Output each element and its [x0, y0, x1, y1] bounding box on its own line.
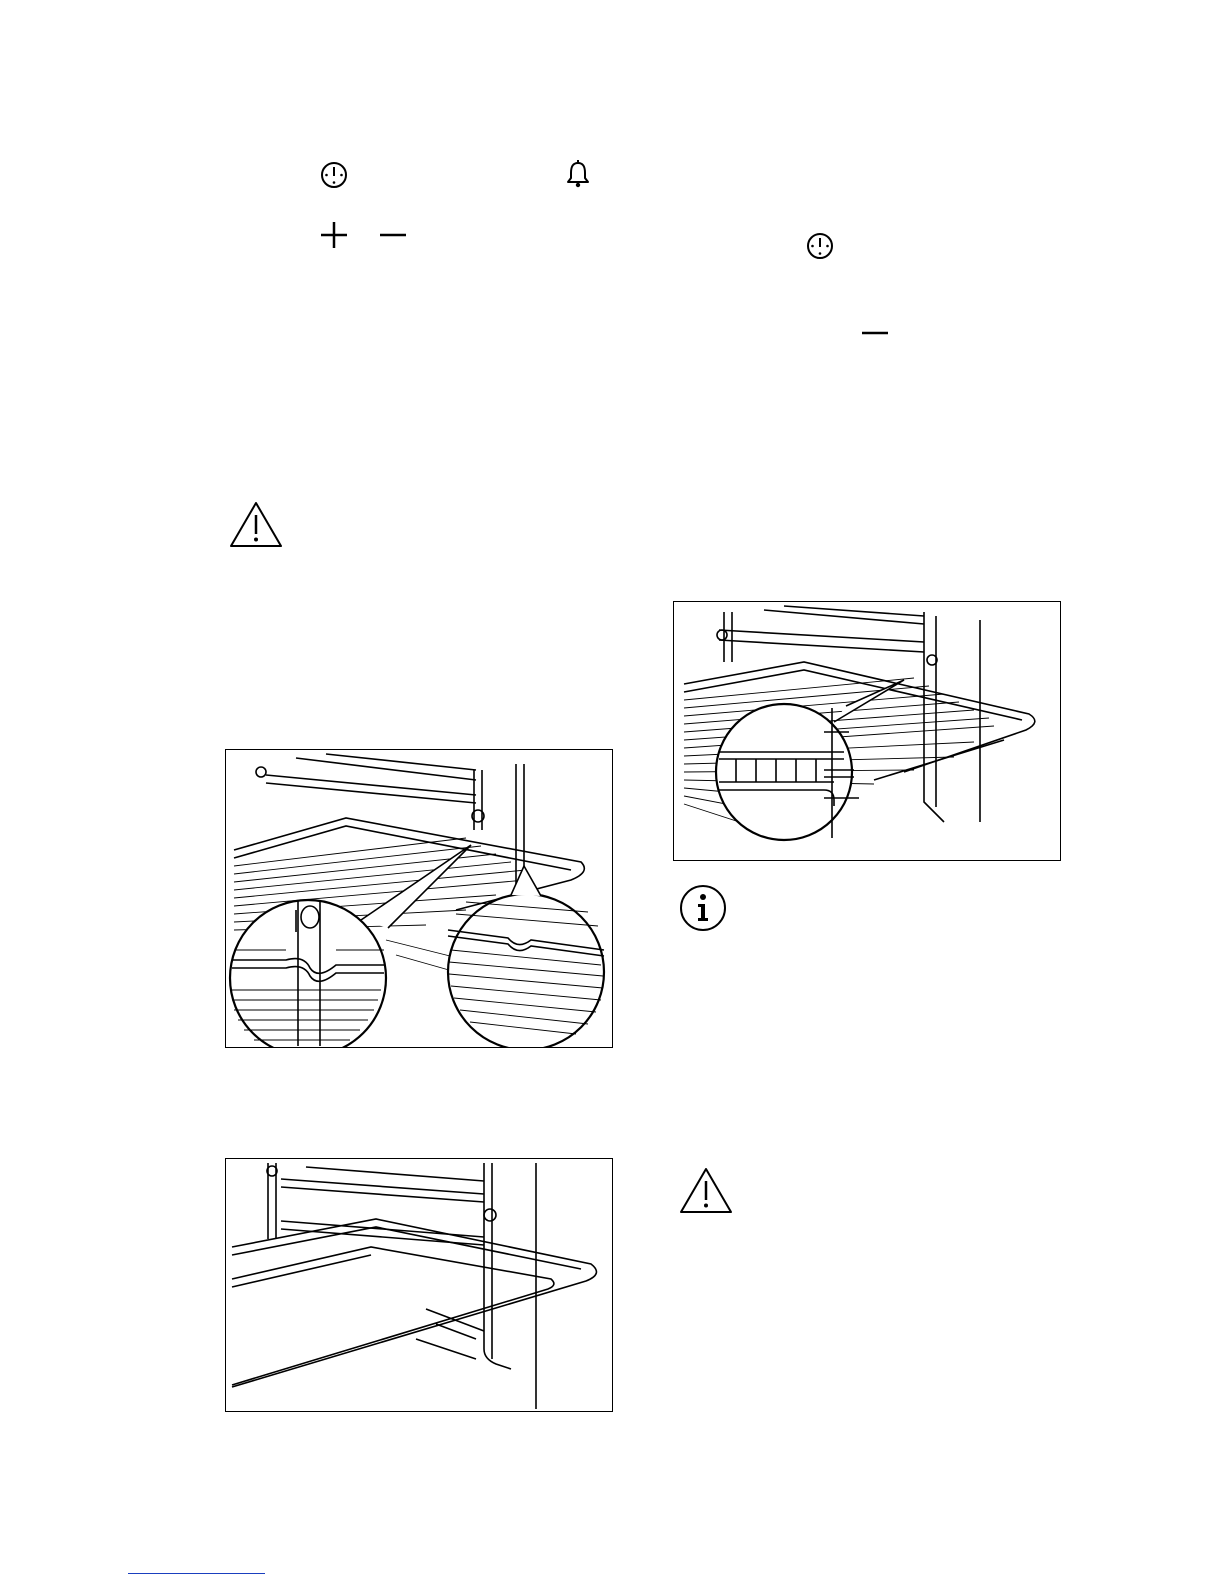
- minus-icon: [378, 220, 408, 250]
- footer-link-rule: [128, 1573, 265, 1574]
- shelf-guides-figure: [673, 601, 1061, 861]
- minus-icon: [860, 318, 890, 348]
- clock-icon: [804, 230, 836, 262]
- clock-icon: [318, 159, 350, 191]
- bell-icon: [563, 158, 593, 190]
- tray-insert-figure: [225, 1158, 613, 1412]
- wire-shelf-insert-figure: [225, 749, 613, 1048]
- warning-triangle-icon: [228, 500, 284, 550]
- plus-icon: [319, 220, 349, 250]
- info-circle-icon: [678, 883, 728, 933]
- warning-triangle-icon: [678, 1166, 734, 1216]
